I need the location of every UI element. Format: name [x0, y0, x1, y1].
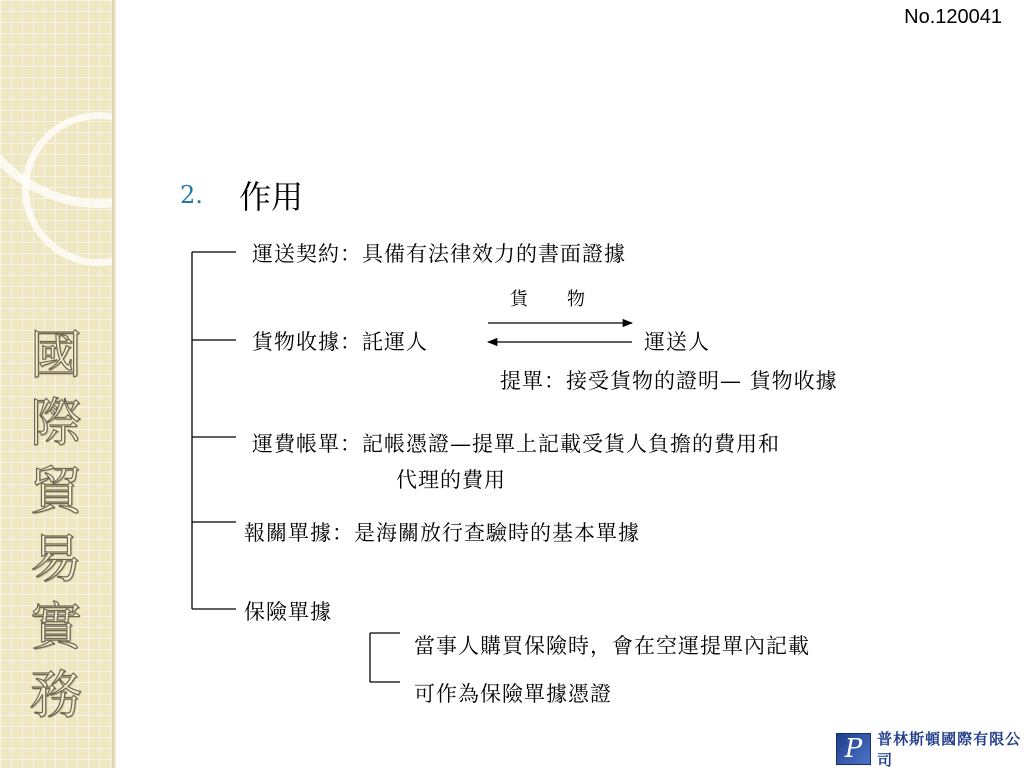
sidebar-title-char: 國: [29, 326, 82, 386]
company-logo: [836, 730, 1024, 769]
carrier-label: 運送人: [644, 330, 710, 354]
receipt-note: 提單：接受貨物的證明— 貨物收據: [500, 369, 838, 393]
sidebar-title-char: 貿: [29, 462, 82, 522]
item-receipt: 貨物收據：託運人: [252, 330, 428, 354]
sidebar-title-char: 易: [29, 530, 82, 590]
company-name: 普林斯頓國際有限公司: [877, 730, 1022, 769]
section-number: 2.: [180, 181, 203, 209]
sidebar-title-char: 實: [29, 598, 82, 658]
item-customs: 報關單據：是海關放行查驗時的基本單據: [244, 521, 640, 545]
logo-icon: P: [836, 733, 871, 765]
section-title: 作用: [239, 178, 304, 216]
item-freight: 運費帳單：記帳憑證—提單上記載受貨人負擔的費用和: [252, 432, 780, 456]
goods-label: 貨 物: [510, 289, 586, 310]
item-insurance: 保險單據: [244, 600, 332, 624]
item-contract: 運送契約：具備有法律效力的書面證據: [252, 242, 626, 266]
item-freight-cont: 代理的費用: [396, 468, 506, 492]
insurance-sub-2: 可作為保險單據憑證: [414, 682, 612, 706]
sidebar-title-char: 際: [29, 394, 82, 454]
insurance-sub-1: 當事人購買保險時，會在空運提單內記載: [414, 634, 810, 658]
page-number: No.120041: [904, 6, 1002, 28]
sidebar-title-char: 務: [29, 666, 82, 726]
